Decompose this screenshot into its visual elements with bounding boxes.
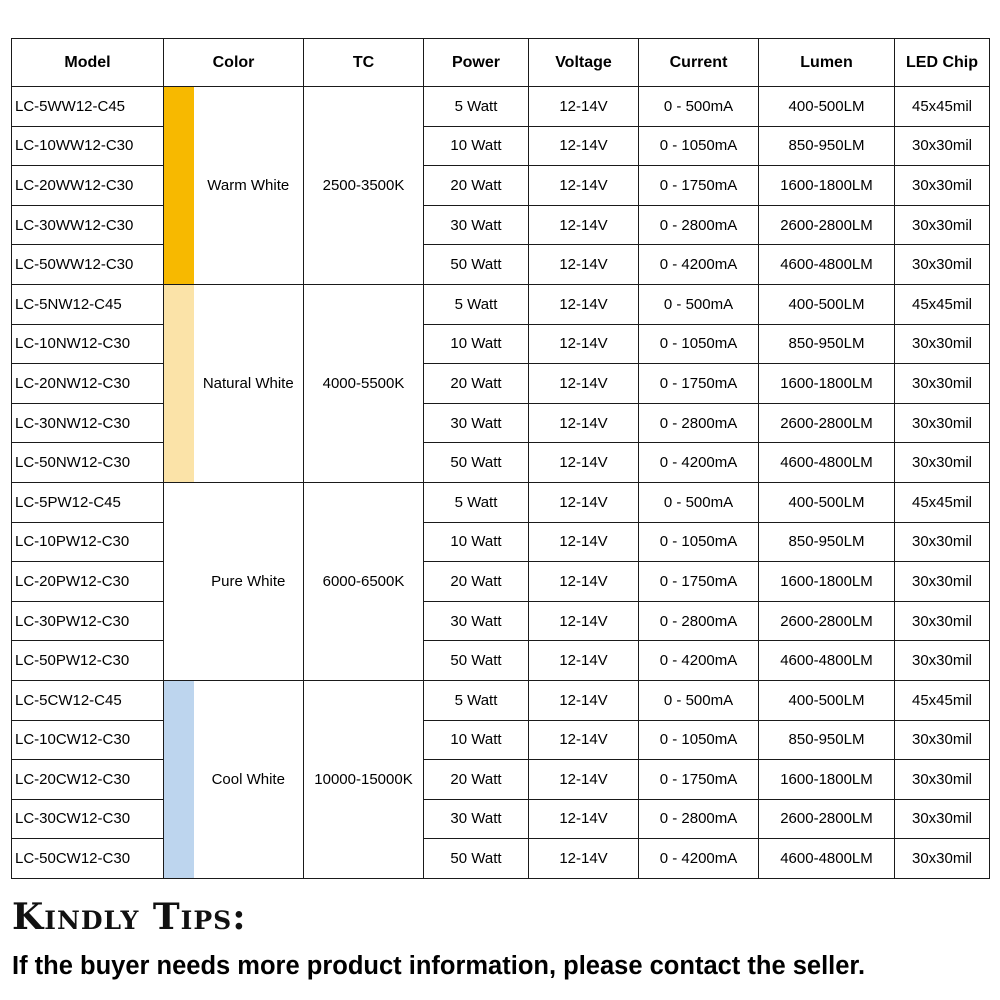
cell-model: LC-30NW12-C30: [12, 403, 164, 443]
table-row: [12, 284, 990, 324]
color-swatch: [164, 284, 194, 482]
cell-model: LC-20CW12-C30: [12, 760, 164, 800]
cell-power: 20 Watt: [424, 760, 529, 800]
cell-led-chip: 30x30mil: [895, 403, 990, 443]
cell-led-chip: 30x30mil: [895, 324, 990, 364]
cell-led-chip: 30x30mil: [895, 641, 990, 681]
cell-model: LC-50NW12-C30: [12, 443, 164, 483]
cell-model: LC-5NW12-C45: [12, 284, 164, 324]
cell-current: 0 - 500mA: [639, 284, 759, 324]
table-row: [12, 126, 990, 166]
header-model: Model: [12, 39, 164, 87]
header-row: [12, 39, 990, 87]
cell-current: 0 - 4200mA: [639, 839, 759, 879]
cell-current: 0 - 500mA: [639, 482, 759, 522]
cell-lumen: 1600-1800LM: [759, 166, 895, 206]
table-row: [12, 482, 990, 522]
color-swatch: [164, 482, 194, 680]
table-row: [12, 601, 990, 641]
cell-tc: 6000-6500K: [304, 482, 424, 680]
cell-tc: 2500-3500K: [304, 87, 424, 285]
cell-voltage: 12-14V: [529, 403, 639, 443]
cell-led-chip: 30x30mil: [895, 245, 990, 285]
cell-led-chip: 30x30mil: [895, 562, 990, 602]
cell-lumen: 4600-4800LM: [759, 839, 895, 879]
cell-voltage: 12-14V: [529, 562, 639, 602]
cell-voltage: 12-14V: [529, 166, 639, 206]
cell-model: LC-30CW12-C30: [12, 799, 164, 839]
cell-power: 10 Watt: [424, 324, 529, 364]
cell-power: 5 Watt: [424, 680, 529, 720]
cell-lumen: 850-950LM: [759, 522, 895, 562]
cell-model: LC-30PW12-C30: [12, 601, 164, 641]
cell-led-chip: 30x30mil: [895, 601, 990, 641]
cell-current: 0 - 1750mA: [639, 562, 759, 602]
table-row: [12, 839, 990, 879]
cell-lumen: 850-950LM: [759, 720, 895, 760]
cell-voltage: 12-14V: [529, 760, 639, 800]
table-row: [12, 87, 990, 127]
cell-power: 20 Watt: [424, 562, 529, 602]
tips-title: Kindly Tips:: [12, 896, 247, 938]
cell-led-chip: 30x30mil: [895, 522, 990, 562]
header-color: Color: [164, 39, 304, 87]
cell-voltage: 12-14V: [529, 443, 639, 483]
cell-lumen: 4600-4800LM: [759, 245, 895, 285]
cell-voltage: 12-14V: [529, 601, 639, 641]
cell-led-chip: 30x30mil: [895, 839, 990, 879]
cell-lumen: 4600-4800LM: [759, 443, 895, 483]
table-row: [12, 443, 990, 483]
table-row: [12, 562, 990, 602]
cell-lumen: 850-950LM: [759, 324, 895, 364]
cell-model: LC-20WW12-C30: [12, 166, 164, 206]
cell-lumen: 850-950LM: [759, 126, 895, 166]
color-swatch: [164, 87, 194, 285]
cell-model: LC-50CW12-C30: [12, 839, 164, 879]
cell-lumen: 1600-1800LM: [759, 364, 895, 404]
cell-power: 5 Watt: [424, 87, 529, 127]
cell-model: LC-10PW12-C30: [12, 522, 164, 562]
cell-led-chip: 45x45mil: [895, 284, 990, 324]
table-row: [12, 641, 990, 681]
header-tc: TC: [304, 39, 424, 87]
cell-power: 5 Watt: [424, 482, 529, 522]
cell-color-name: Natural White: [194, 284, 304, 482]
cell-current: 0 - 4200mA: [639, 641, 759, 681]
table-row: [12, 245, 990, 285]
cell-lumen: 400-500LM: [759, 482, 895, 522]
cell-power: 50 Watt: [424, 443, 529, 483]
cell-current: 0 - 4200mA: [639, 443, 759, 483]
cell-current: 0 - 2800mA: [639, 799, 759, 839]
cell-voltage: 12-14V: [529, 482, 639, 522]
table-row: [12, 364, 990, 404]
cell-voltage: 12-14V: [529, 522, 639, 562]
cell-current: 0 - 500mA: [639, 680, 759, 720]
header-current: Current: [639, 39, 759, 87]
cell-model: LC-20PW12-C30: [12, 562, 164, 602]
header-voltage: Voltage: [529, 39, 639, 87]
cell-voltage: 12-14V: [529, 126, 639, 166]
cell-voltage: 12-14V: [529, 205, 639, 245]
table-row: [12, 324, 990, 364]
cell-color-name: Pure White: [194, 482, 304, 680]
cell-color-name: Cool White: [194, 680, 304, 878]
cell-power: 30 Watt: [424, 205, 529, 245]
cell-led-chip: 45x45mil: [895, 482, 990, 522]
cell-current: 0 - 1050mA: [639, 720, 759, 760]
cell-power: 10 Watt: [424, 720, 529, 760]
cell-model: LC-10WW12-C30: [12, 126, 164, 166]
color-swatch: [164, 680, 194, 878]
cell-power: 30 Watt: [424, 799, 529, 839]
header-power: Power: [424, 39, 529, 87]
cell-model: LC-50PW12-C30: [12, 641, 164, 681]
cell-current: 0 - 1050mA: [639, 126, 759, 166]
cell-current: 0 - 1050mA: [639, 324, 759, 364]
cell-power: 50 Watt: [424, 245, 529, 285]
table-row: [12, 522, 990, 562]
cell-current: 0 - 2800mA: [639, 601, 759, 641]
cell-current: 0 - 2800mA: [639, 403, 759, 443]
cell-current: 0 - 1050mA: [639, 522, 759, 562]
cell-power: 50 Watt: [424, 641, 529, 681]
cell-lumen: 1600-1800LM: [759, 562, 895, 602]
cell-lumen: 400-500LM: [759, 680, 895, 720]
cell-model: LC-20NW12-C30: [12, 364, 164, 404]
cell-lumen: 2600-2800LM: [759, 799, 895, 839]
cell-power: 20 Watt: [424, 364, 529, 404]
cell-voltage: 12-14V: [529, 799, 639, 839]
cell-led-chip: 30x30mil: [895, 720, 990, 760]
cell-current: 0 - 2800mA: [639, 205, 759, 245]
cell-led-chip: 30x30mil: [895, 205, 990, 245]
cell-led-chip: 45x45mil: [895, 680, 990, 720]
cell-voltage: 12-14V: [529, 284, 639, 324]
cell-voltage: 12-14V: [529, 680, 639, 720]
cell-model: LC-10NW12-C30: [12, 324, 164, 364]
cell-current: 0 - 500mA: [639, 87, 759, 127]
table-row: [12, 720, 990, 760]
tips-text: If the buyer needs more product information, please contact the seller.: [12, 952, 866, 980]
header-led-chip: LED Chip: [895, 39, 990, 87]
cell-led-chip: 45x45mil: [895, 87, 990, 127]
cell-lumen: 400-500LM: [759, 284, 895, 324]
cell-lumen: 2600-2800LM: [759, 601, 895, 641]
cell-lumen: 4600-4800LM: [759, 641, 895, 681]
spec-table: [11, 38, 990, 879]
cell-current: 0 - 1750mA: [639, 166, 759, 206]
table-row: [12, 205, 990, 245]
table-body: [12, 87, 990, 879]
cell-led-chip: 30x30mil: [895, 166, 990, 206]
cell-tc: 10000-15000K: [304, 680, 424, 878]
cell-current: 0 - 4200mA: [639, 245, 759, 285]
table-row: [12, 680, 990, 720]
cell-led-chip: 30x30mil: [895, 364, 990, 404]
cell-led-chip: 30x30mil: [895, 760, 990, 800]
cell-voltage: 12-14V: [529, 839, 639, 879]
cell-model: LC-5WW12-C45: [12, 87, 164, 127]
cell-voltage: 12-14V: [529, 87, 639, 127]
cell-power: 5 Watt: [424, 284, 529, 324]
cell-lumen: 2600-2800LM: [759, 205, 895, 245]
cell-tc: 4000-5500K: [304, 284, 424, 482]
header-lumen: Lumen: [759, 39, 895, 87]
cell-power: 20 Watt: [424, 166, 529, 206]
table-row: [12, 760, 990, 800]
cell-power: 50 Watt: [424, 839, 529, 879]
cell-led-chip: 30x30mil: [895, 443, 990, 483]
cell-model: LC-50WW12-C30: [12, 245, 164, 285]
table-row: [12, 799, 990, 839]
cell-current: 0 - 1750mA: [639, 760, 759, 800]
cell-lumen: 400-500LM: [759, 87, 895, 127]
cell-led-chip: 30x30mil: [895, 126, 990, 166]
cell-power: 30 Watt: [424, 601, 529, 641]
cell-current: 0 - 1750mA: [639, 364, 759, 404]
cell-power: 10 Watt: [424, 126, 529, 166]
cell-lumen: 1600-1800LM: [759, 760, 895, 800]
cell-model: LC-5PW12-C45: [12, 482, 164, 522]
cell-voltage: 12-14V: [529, 324, 639, 364]
cell-model: LC-30WW12-C30: [12, 205, 164, 245]
cell-voltage: 12-14V: [529, 245, 639, 285]
cell-model: LC-10CW12-C30: [12, 720, 164, 760]
cell-power: 30 Watt: [424, 403, 529, 443]
cell-voltage: 12-14V: [529, 364, 639, 404]
cell-lumen: 2600-2800LM: [759, 403, 895, 443]
table-row: [12, 403, 990, 443]
cell-model: LC-5CW12-C45: [12, 680, 164, 720]
cell-voltage: 12-14V: [529, 641, 639, 681]
cell-led-chip: 30x30mil: [895, 799, 990, 839]
cell-color-name: Warm White: [194, 87, 304, 285]
cell-voltage: 12-14V: [529, 720, 639, 760]
table-row: [12, 166, 990, 206]
cell-power: 10 Watt: [424, 522, 529, 562]
